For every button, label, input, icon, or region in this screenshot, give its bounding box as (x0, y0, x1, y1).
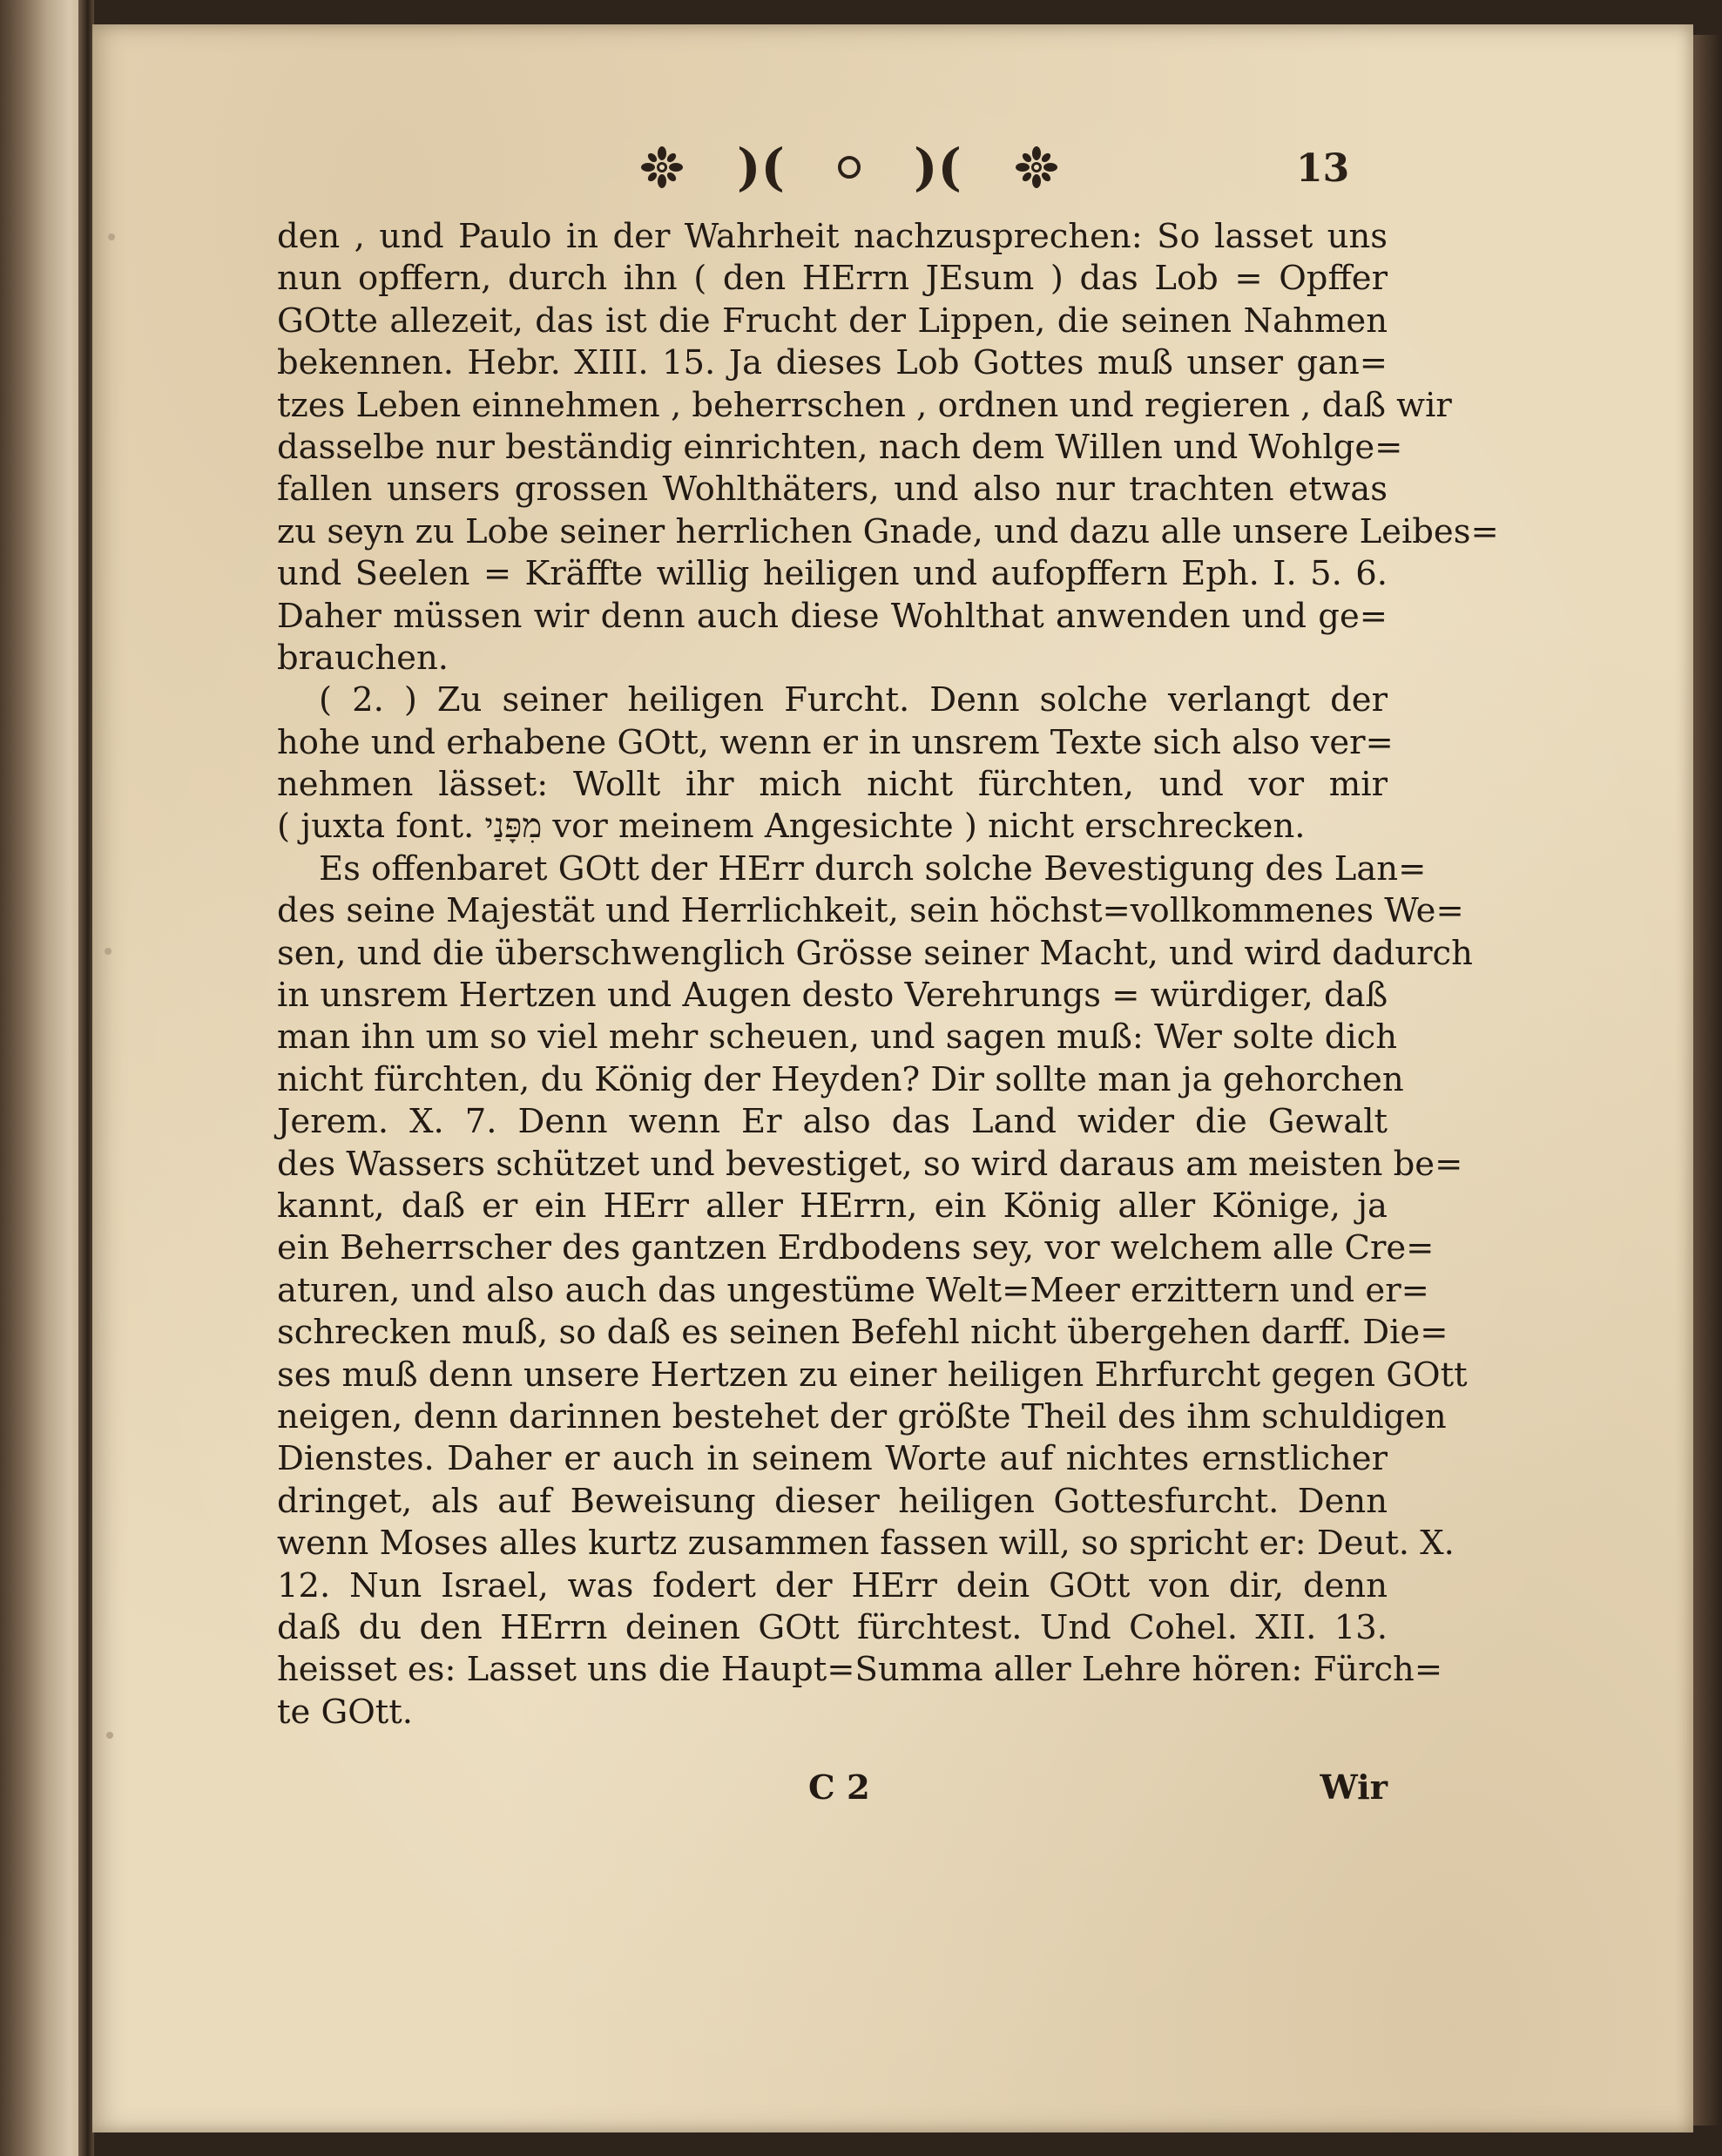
text-line: neigen, denn darinnen bestehet der größte Theil des ihm schuldigen (277, 1396, 1447, 1436)
rosette-left-icon (640, 145, 684, 189)
catchword: Wir (1320, 1768, 1388, 1808)
text-line: man ihn um so viel mehr scheuen, und sagen muß: Wer solte dich (277, 1017, 1398, 1058)
text-line: ein Beherrscher des gantzen Erdbodens sey, vor welchem alle Cre= (277, 1228, 1435, 1268)
ornament-circle-icon (838, 156, 861, 179)
text-line: heisset es: Lasset uns die Haupt=Summa aller Lehre hören: Fürch= (277, 1650, 1443, 1690)
text-line: fallen unsers grossen Wohlthäters, und also nur trachten etwas (277, 470, 1388, 510)
text-line: dasselbe nur beständig einrichten, nach dem Willen und Wohlge= (277, 427, 1403, 467)
page-number: 13 (1296, 146, 1350, 191)
text-line: Daher müssen wir denn auch diese Wohlthat anwenden und ge= (277, 596, 1388, 636)
text-line: aturen, und also auch das ungestüme Welt=Meer erzittern und er= (277, 1270, 1429, 1310)
rosette-right-icon (1015, 145, 1058, 189)
text-line: in unsrem Hertzen und Augen desto Verehrungs = würdiger, daß (277, 976, 1388, 1016)
text-line: bekennen. Hebr. XIII. 15. Ja dieses Lob Gottes muß unser gan= (277, 343, 1388, 383)
text-line: nicht fürchten, du König der Heyden? Dir sollte man ja gehorchen (277, 1059, 1404, 1099)
text-line: dringet, als auf Beweisung dieser heiligen Gottesfurcht. Denn (277, 1481, 1388, 1521)
margin-speck (106, 1732, 113, 1739)
text-line: te GOtt. (277, 1692, 413, 1732)
text-line: schrecken muß, so daß es seinen Befehl nicht übergehen darff. Die= (277, 1313, 1449, 1353)
text-line: und Seelen = Kräffte willig heiligen und aufopffern Eph. I. 5. 6. (277, 554, 1388, 594)
text-line: wenn Moses alles kurtz zusammen fassen will, so spricht er: Deut. X. (277, 1524, 1455, 1564)
text-line: GOtte allezeit, das ist die Frucht der Lippen, die seinen Nahmen (277, 301, 1388, 341)
text-line: ( 2. ) Zu seiner heiligen Furcht. Denn solche verlangt der (319, 680, 1388, 720)
text-line: den , und Paulo in der Wahrheit nachzusprechen: So lasset uns (277, 217, 1388, 256)
body-text (277, 216, 1499, 1734)
text-line: nehmen lässet: Wollt ihr mich nicht fürchten, und vor mir (277, 765, 1388, 805)
left-page-edge (0, 0, 87, 2156)
text-line: des Wassers schützet und bevestiget, so wird daraus am meisten be= (277, 1144, 1463, 1184)
text-line: hohe und erhabene GOtt, wenn er in unsrem Texte sich also ver= (277, 722, 1394, 762)
text-line: sen, und die überschwenglich Grösse seiner Macht, und wird dadurch (277, 933, 1473, 973)
text-line: ( juxta font. מִפָּנַי vor meinem Angesichte ) nicht erschrecken. (277, 807, 1306, 847)
text-line: ses muß denn unsere Hertzen zu einer heiligen Ehrfurcht gegen GOtt (277, 1355, 1468, 1395)
margin-speck (108, 233, 115, 240)
text-line: tzes Leben einnehmen , beherrschen , ordnen und regieren , daß wir (277, 385, 1452, 425)
text-line: nun opffern, durch ihn ( den HErrn JEsum ) das Lob = Opffer (277, 259, 1388, 299)
text-line: Jerem. X. 7. Denn wenn Er also das Land wider die Gewalt (277, 1102, 1388, 1142)
text-line: 12. Nun Israel, was fodert der HErr dein GOtt von dir, denn (277, 1565, 1388, 1605)
margin-speck (105, 948, 111, 955)
page-footer (277, 1768, 1388, 1810)
text-line: zu seyn zu Lobe seiner herrlichen Gnade, und dazu alle unsere Leibes= (277, 511, 1499, 551)
text-line: daß du den HErrn deinen GOtt fürchtest. Und Cohel. XII. 13. (277, 1607, 1388, 1647)
text-line: Dienstes. Daher er auch in seinem Worte auf nichtes ernstlicher (277, 1439, 1388, 1479)
right-page-edge (1693, 35, 1722, 2126)
text-line: brauchen. (277, 638, 449, 678)
ornament-parenthesis-right: )( (914, 138, 962, 197)
ornament-parenthesis-left: )( (737, 138, 785, 197)
text-line: des seine Majestät und Herrlichkeit, sein höchst=vollkommenes We= (277, 891, 1464, 931)
text-line: Es offenbaret GOtt der HErr durch solche Bevestigung des Lan= (319, 848, 1427, 889)
page-header-ornament (640, 138, 1058, 197)
signature-mark: C 2 (808, 1768, 870, 1808)
text-line: kannt, daß er ein HErr aller HErrn, ein König aller Könige, ja (277, 1186, 1388, 1226)
